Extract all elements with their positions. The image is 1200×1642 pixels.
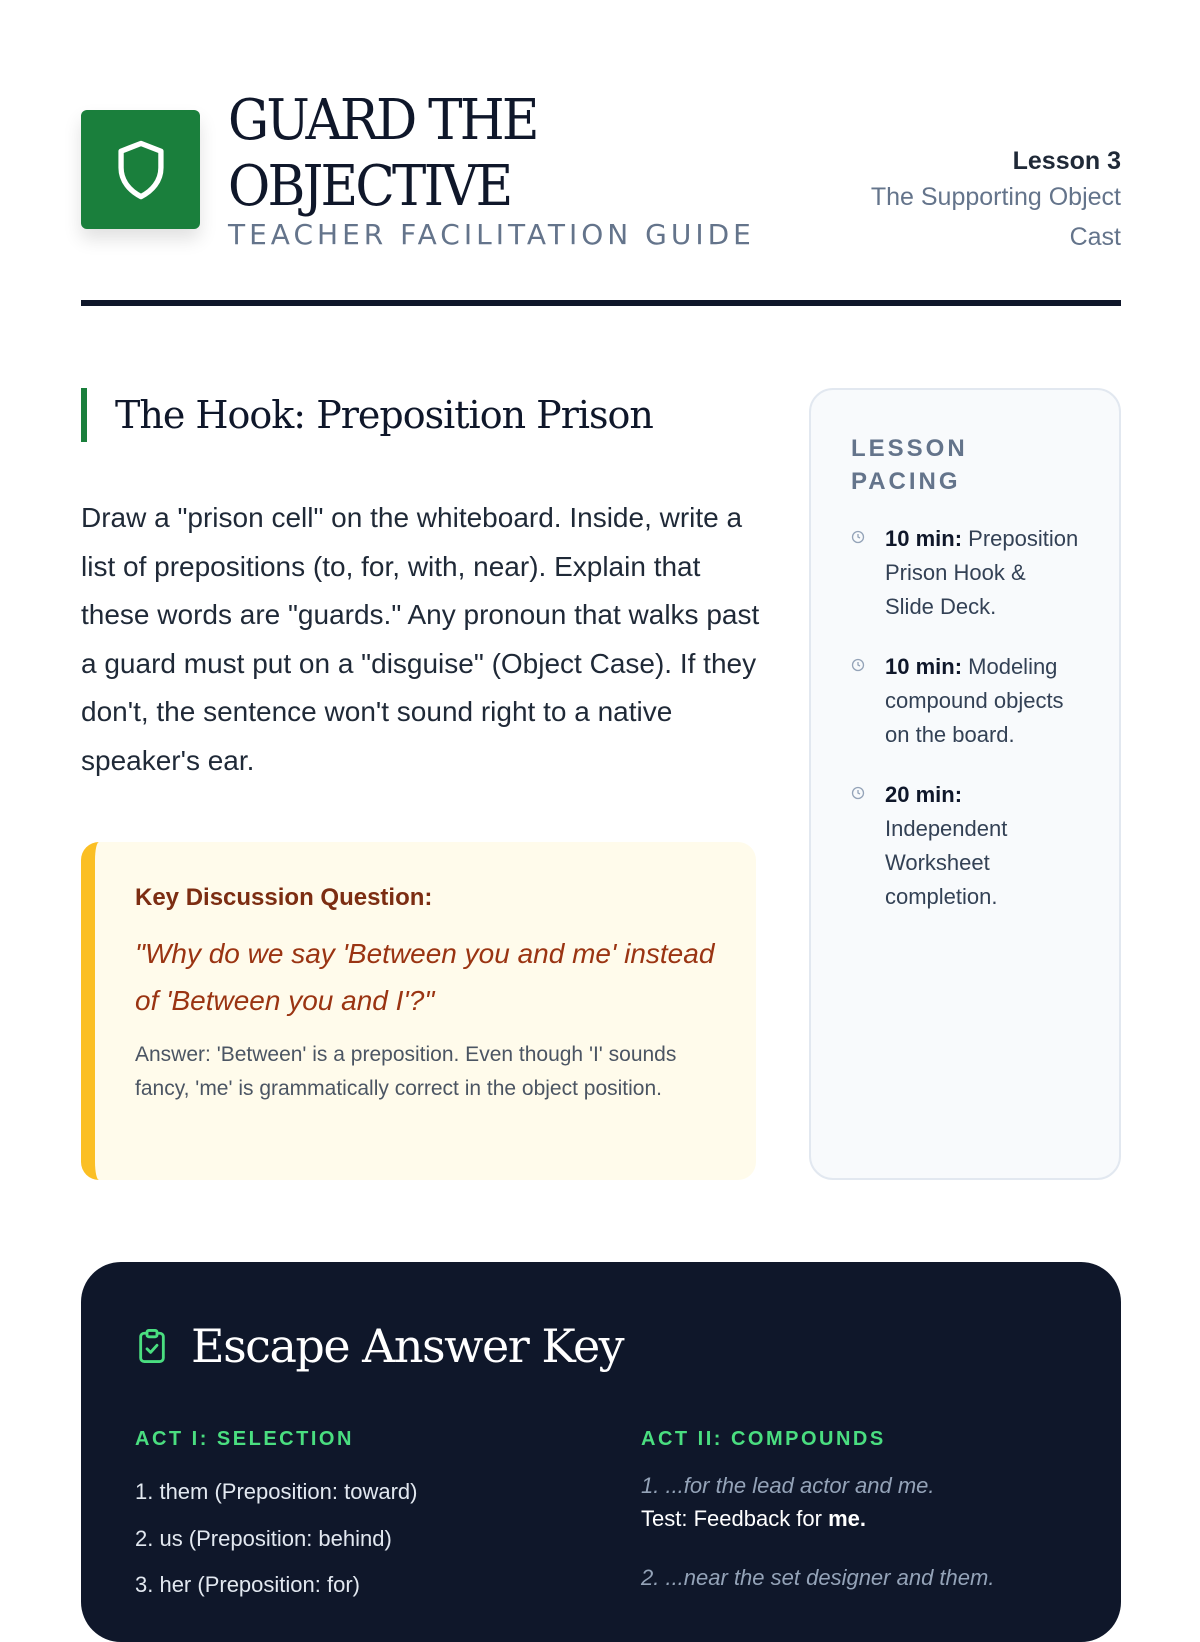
title-block bbox=[228, 88, 755, 251]
pacing-desc: Modeling compound objects on the board. bbox=[885, 654, 1064, 747]
pacing-time: 20 min: bbox=[885, 782, 963, 807]
lesson-number: Lesson 3 bbox=[1012, 147, 1121, 175]
page-header bbox=[81, 88, 1121, 308]
discussion-question: "Why do we say 'Between you and me' instead of 'Between you and I'?" bbox=[135, 938, 715, 1016]
answer-key-panel bbox=[81, 1262, 1121, 1642]
discussion-answer: Answer: 'Between' is a preposition. Even though 'I' sounds fancy, 'me' is grammatically correct in the object position. bbox=[135, 1043, 677, 1100]
compound-test bbox=[641, 1502, 994, 1535]
hook-heading: The Hook: Preposition Prison bbox=[81, 388, 653, 442]
pacing-time: 10 min: bbox=[885, 526, 963, 551]
lesson-name: The Supporting Object Cast bbox=[870, 183, 1121, 251]
discussion-label: Key Discussion Question: bbox=[135, 884, 433, 911]
list-item bbox=[641, 1469, 994, 1535]
pacing-desc: Preposition Prison Hook & Slide Deck. bbox=[885, 526, 1079, 619]
hook-body: Draw a "prison cell" on the whiteboard. Inside, write a list of prepositions (to, for, with, near). Explain that these words are "guards." Any pronoun that walks past a guard must put on a "disguise" (Object Case). If they don't, the sentence won't sound right to a native speaker's ear. bbox=[81, 502, 760, 776]
page-subtitle: TEACHER FACILITATION GUIDE bbox=[228, 218, 755, 251]
clock-icon bbox=[851, 786, 865, 800]
pacing-item bbox=[851, 522, 1079, 624]
pacing-desc: Independent Worksheet completion. bbox=[885, 816, 1008, 909]
clock-icon bbox=[851, 658, 865, 672]
pacing-item bbox=[851, 778, 1079, 914]
list-item bbox=[641, 1561, 994, 1594]
act1-column bbox=[135, 1428, 417, 1609]
list-item: 3. her (Preposition: for) bbox=[135, 1572, 360, 1597]
shield-icon bbox=[114, 139, 168, 201]
pacing-title: LESSON PACING bbox=[851, 435, 968, 495]
pacing-item bbox=[851, 650, 1079, 752]
test-prefix: Test: Feedback for bbox=[641, 1506, 829, 1531]
compound-question: 1. ...for the lead actor and me. bbox=[641, 1473, 935, 1498]
header-divider bbox=[81, 300, 1121, 306]
answer-key-title: Escape Answer Key bbox=[191, 1319, 624, 1373]
act2-column bbox=[641, 1428, 994, 1594]
clipboard-check-icon bbox=[135, 1327, 169, 1365]
compound-question: 2. ...near the set designer and them. bbox=[641, 1565, 995, 1590]
clock-icon bbox=[851, 530, 865, 544]
lesson-pacing-panel bbox=[809, 388, 1121, 1180]
act2-label: ACT II: COMPOUNDS bbox=[641, 1428, 886, 1450]
list-item: 1. them (Preposition: toward) bbox=[135, 1479, 418, 1504]
test-word: me. bbox=[828, 1506, 867, 1531]
page-title: GUARD THE OBJECTIVE bbox=[228, 88, 537, 219]
logo-badge bbox=[81, 110, 200, 229]
list-item: 2. us (Preposition: behind) bbox=[135, 1525, 392, 1551]
act1-label: ACT I: SELECTION bbox=[135, 1428, 354, 1450]
lesson-meta bbox=[821, 145, 1121, 257]
discussion-callout bbox=[81, 842, 756, 1180]
answer-key-header bbox=[135, 1318, 623, 1374]
pacing-time: 10 min: bbox=[885, 654, 963, 679]
